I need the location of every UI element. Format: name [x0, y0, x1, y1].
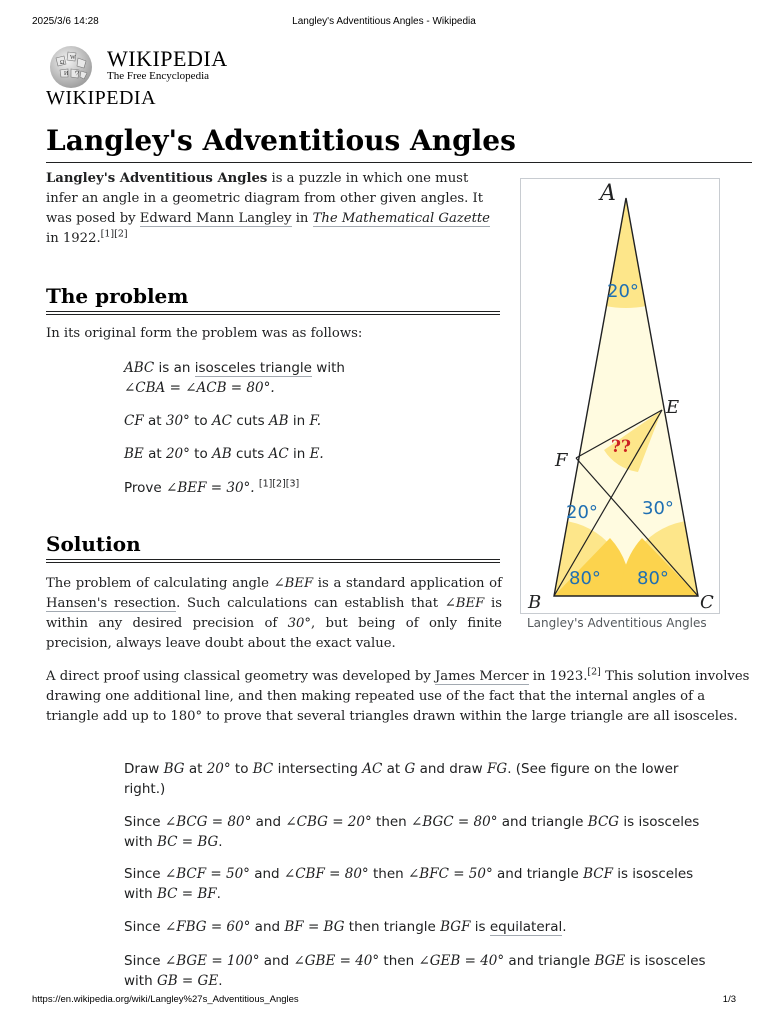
- math-expr: ∠BEF: [273, 576, 314, 591]
- proof-step-4: [124, 917, 724, 937]
- math-expr: 30°: [287, 616, 311, 631]
- math-expr: BCG: [587, 814, 620, 830]
- step-text: is isosceles with: [124, 953, 706, 989]
- stmt-text: to: [189, 413, 212, 429]
- math-expr: FG: [487, 761, 508, 777]
- step-text: and triangle: [492, 866, 584, 882]
- link-james-mercer[interactable]: James Mercer: [435, 669, 529, 684]
- stmt-text: at: [143, 413, 166, 429]
- link-edward-mann-langley[interactable]: Edward Mann Langley: [139, 211, 292, 226]
- wikipedia-wordmark-secondary[interactable]: WIKIPEDIA: [46, 87, 157, 109]
- math-expr: 30°: [165, 413, 190, 429]
- vertex-label-e: E: [666, 397, 680, 418]
- step-text: at: [382, 761, 405, 777]
- heading-the-problem: The problem: [46, 284, 189, 308]
- print-url: https://en.wikipedia.org/wiki/Langley%27s_Adventitious_Angles: [32, 994, 299, 1005]
- ref-link[interactable]: [1][2][3]: [258, 478, 300, 490]
- svg-text:W: W: [70, 55, 76, 61]
- figure-caption: Langley's Adventitious Angles: [527, 616, 707, 630]
- link-hansens-resection[interactable]: Hansen's resection: [46, 596, 177, 611]
- math-expr: ∠BCF = 50°: [164, 866, 250, 882]
- math-expr: BC = BG: [156, 834, 219, 850]
- intro-bold-term: Langley's Adventitious Angles: [46, 171, 268, 186]
- ref-link[interactable]: [2]: [587, 666, 601, 678]
- math-expr: GB = GE: [156, 973, 219, 989]
- intro-text: in: [291, 211, 313, 226]
- step-text: intersecting: [273, 761, 363, 777]
- ref-link[interactable]: [1][2]: [100, 228, 128, 240]
- angle-label-b-lower: 80°: [569, 568, 601, 589]
- step-text: Since: [124, 953, 165, 969]
- para-text: This solution involves drawing one additional line, and then making repeated use of the fact that the internal angles of a triangle add up to 180° to prove that several triangles drawn within the large triangle are all isosceles.: [46, 669, 750, 724]
- step-text: Since: [124, 866, 165, 882]
- math-expr: AB: [268, 413, 289, 429]
- para-text: is within any desired precision of: [46, 596, 502, 631]
- print-header: [32, 16, 736, 30]
- math-expr: ∠BEF: [444, 596, 485, 611]
- stmt-text: Prove: [124, 480, 167, 496]
- math-expr: BGE: [594, 953, 626, 969]
- step-text: .: [218, 834, 223, 850]
- math-expr: F.: [309, 413, 322, 429]
- print-date: 2025/3/6 14:28: [32, 16, 99, 27]
- math-expr: BC: [252, 761, 274, 777]
- proof-step-3: [124, 864, 714, 904]
- langley-triangle-diagram[interactable]: [520, 178, 720, 614]
- step-text: .: [216, 886, 221, 902]
- heading-divider: [46, 559, 500, 563]
- math-expr: ∠CBF = 80°: [283, 866, 369, 882]
- problem-lead: In its original form the problem was as follows:: [46, 326, 363, 341]
- link-equilateral[interactable]: equilateral: [489, 919, 563, 935]
- angle-label-unknown: ??: [611, 437, 631, 457]
- svg-text:И: И: [64, 71, 69, 77]
- step-text: and draw: [415, 761, 488, 777]
- math-expr: 20°: [165, 446, 190, 462]
- step-text: and: [249, 866, 284, 882]
- math-expr: G: [404, 761, 416, 777]
- step-text: is isosceles with: [124, 814, 700, 850]
- step-text: and triangle: [504, 953, 595, 969]
- proof-step-5: [124, 951, 724, 991]
- problem-statement-4: [124, 478, 514, 498]
- math-expr: ∠BEF = 30°.: [166, 480, 255, 496]
- heading-divider: [46, 311, 500, 315]
- intro-text: in 1922.: [46, 231, 101, 246]
- para-text: in 1923.: [528, 669, 588, 684]
- wikipedia-globe-icon[interactable]: [46, 44, 96, 90]
- step-text: .: [218, 973, 223, 989]
- para-text: is a standard application of: [313, 576, 502, 591]
- math-expr: ∠BGC = 80°: [411, 814, 498, 830]
- step-text: is isosceles with: [124, 866, 694, 902]
- math-expr: CF: [124, 413, 144, 429]
- wikipedia-tagline: The Free Encyclopedia: [107, 70, 210, 82]
- math-expr: ∠GBE = 40°: [293, 953, 380, 969]
- intro-paragraph: [46, 169, 502, 249]
- title-divider: [46, 162, 752, 163]
- solution-paragraph-2: [46, 667, 752, 727]
- svg-text:ウ: ウ: [74, 71, 81, 77]
- heading-solution: Solution: [46, 532, 141, 556]
- intro-text: is a puzzle in which one must infer an angle in a geometric diagram from other given angles. It was posed by: [46, 171, 484, 226]
- vertex-label-b: B: [528, 592, 542, 613]
- stmt-text: cuts: [231, 446, 269, 462]
- step-text: then triangle: [344, 919, 441, 935]
- stmt-text: to: [189, 446, 213, 462]
- step-text: and: [251, 814, 286, 830]
- link-mathematical-gazette[interactable]: The Mathematical Gazette: [312, 211, 490, 226]
- print-title: Langley's Adventitious Angles - Wikipedia: [292, 16, 476, 27]
- angle-label-a: 20°: [607, 281, 639, 302]
- math-expr: AB: [212, 446, 232, 462]
- stmt-text: cuts: [232, 413, 269, 429]
- math-expr: ∠BGE = 100°: [164, 953, 260, 969]
- vertex-label-f: F: [555, 450, 568, 471]
- math-expr: AC: [211, 413, 233, 429]
- math-expr: BF = BG: [284, 919, 345, 935]
- math-expr: AC: [268, 446, 289, 462]
- step-text: .: [562, 919, 567, 935]
- math-expr: BGF: [440, 919, 471, 935]
- angle-label-c-upper: 30°: [642, 498, 674, 519]
- math-expr: 20°: [206, 761, 231, 777]
- para-text: A direct proof using classical geometry was developed by: [46, 669, 436, 684]
- vertex-label-a: A: [600, 181, 616, 206]
- para-text: The problem of calculating angle: [46, 576, 274, 591]
- step-text: and: [259, 953, 294, 969]
- wikipedia-wordmark[interactable]: WIKIPEDIA: [107, 46, 228, 71]
- stmt-text: in: [288, 413, 310, 429]
- stmt-text: in: [288, 446, 310, 462]
- stmt-text: is an: [154, 360, 195, 376]
- math-expr: ∠GEB = 40°: [418, 953, 505, 969]
- math-expr: ∠CBG = 20°: [285, 814, 372, 830]
- link-isosceles-triangle[interactable]: isosceles triangle: [194, 360, 312, 376]
- svg-text:Ω: Ω: [60, 60, 65, 66]
- para-text: , but being of only finite precision, always leave doubt about the exact value.: [46, 616, 502, 651]
- para-text: . Such calculations can establish that: [176, 596, 445, 611]
- step-text: is: [470, 919, 490, 935]
- problem-statement-1: [124, 358, 514, 398]
- problem-statement-3: [124, 444, 514, 464]
- math-expr: ∠BFC = 50°: [407, 866, 493, 882]
- step-text: then: [379, 953, 419, 969]
- math-expr: ABC: [124, 360, 155, 376]
- math-expr: E.: [309, 446, 324, 462]
- step-text: then: [371, 814, 412, 830]
- step-text: then: [368, 866, 408, 882]
- step-text: and triangle: [497, 814, 588, 830]
- step-text: at: [184, 761, 207, 777]
- solution-paragraph-1: [46, 574, 502, 654]
- math-expr: BE: [124, 446, 144, 462]
- step-text: Since: [124, 919, 165, 935]
- math-expr: ∠BCG = 80°: [164, 814, 252, 830]
- stmt-text: at: [143, 446, 166, 462]
- step-text: . (See figure on the lower right.): [124, 761, 679, 797]
- step-text: Since: [124, 814, 165, 830]
- print-page-number: 1/3: [722, 994, 736, 1005]
- proof-step-1: [124, 759, 708, 799]
- angle-label-c-lower: 80°: [637, 568, 669, 589]
- step-text: to: [230, 761, 253, 777]
- vertex-label-c: C: [700, 592, 714, 613]
- math-expr: BC = BF: [156, 886, 217, 902]
- math-expr: ∠FBG = 60°: [164, 919, 251, 935]
- proof-step-2: [124, 812, 714, 852]
- problem-statement-2: [124, 411, 514, 431]
- print-footer: [32, 994, 736, 1008]
- math-expr: AC: [362, 761, 383, 777]
- step-text: Draw: [124, 761, 164, 777]
- math-expr: ∠CBA = ∠ACB = 80°.: [124, 380, 275, 396]
- angle-label-b-upper: 20°: [566, 502, 598, 523]
- step-text: and: [250, 919, 285, 935]
- math-expr: BG: [163, 761, 185, 777]
- stmt-text: with: [312, 360, 345, 376]
- math-expr: BCF: [583, 866, 613, 882]
- page-title: Langley's Adventitious Angles: [46, 124, 516, 157]
